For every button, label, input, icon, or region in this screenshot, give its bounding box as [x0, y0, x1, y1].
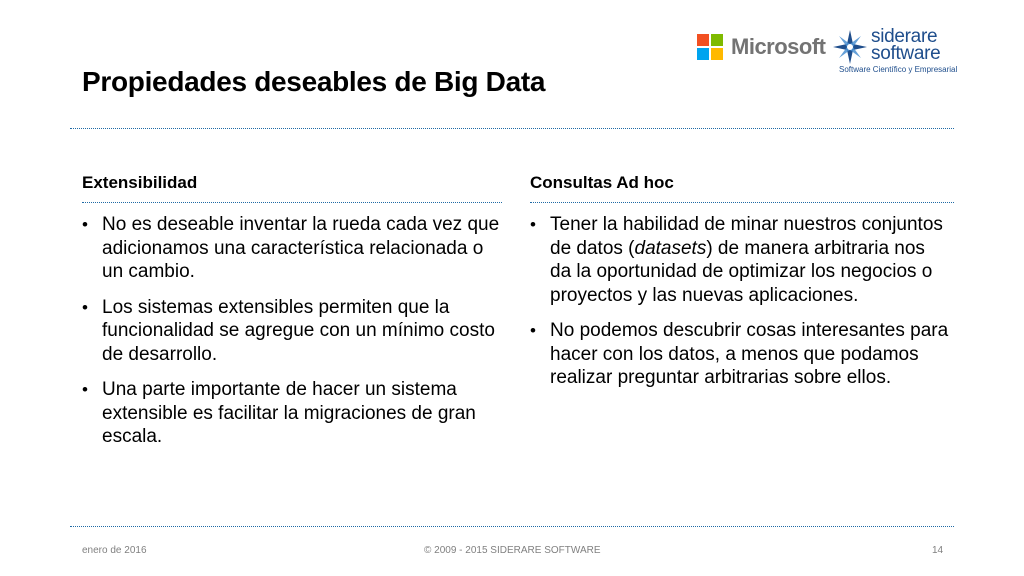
bullet-icon: • [530, 215, 536, 234]
footer-date: enero de 2016 [82, 545, 147, 556]
right-column [530, 172, 950, 402]
logo-square-yellow [711, 48, 723, 60]
page-number: 14 [932, 545, 944, 556]
bullet-text: No podemos descubrir cosas interesantes para hacer con los datos, a menos que podamos realizar preguntar arbitrarias sobre ellos. [550, 320, 949, 388]
right-column-divider [530, 202, 954, 203]
left-column-heading: Extensibilidad [82, 173, 198, 192]
bullet-text: No es deseable inventar la rueda cada vez que adicionamos una característica relacionada o un cambio. [102, 214, 500, 282]
left-bullet-list [82, 213, 502, 449]
footer-copyright: © 2009 - 2015 SIDERARE SOFTWARE [424, 545, 601, 556]
bullet-icon: • [82, 297, 88, 317]
logo-square-blue [697, 48, 709, 60]
bullet-text: Una parte importante de hacer un sistema extensible es facilitar la migraciones de gran escala. [102, 379, 476, 447]
list-item [530, 319, 950, 390]
list-item [82, 296, 502, 367]
bullet-text-before: Tener la habilidad de minar nuestros conjuntos de datos ( [550, 214, 943, 259]
list-item [530, 213, 950, 307]
bullet-text-after: ) de manera arbitraria nos da la oportunidad de optimizar los negocios o proyectos y las nuevas aplicaciones. [550, 237, 933, 306]
siderare-logo-line2: software [871, 43, 941, 64]
bullet-icon: • [82, 215, 88, 234]
bullet-text-emphasis: datasets [634, 237, 707, 259]
left-column [82, 172, 502, 461]
siderare-logo-tagline: Software Científico y Empresarial [839, 65, 958, 74]
logo-square-red [697, 34, 709, 46]
title-divider [70, 128, 954, 129]
right-bullet-list [530, 213, 950, 390]
compass-star-icon [833, 30, 867, 64]
microsoft-squares-icon [697, 34, 723, 60]
microsoft-logo [697, 33, 826, 61]
siderare-logo [833, 28, 963, 78]
bullet-text: Los sistemas extensibles permiten que la funcionalidad se agregue con un mínimo costo de desarrollo. [102, 296, 495, 365]
slide-title: Propiedades deseables de Big Data [82, 66, 546, 97]
list-item [82, 213, 502, 284]
bullet-icon: • [530, 321, 536, 340]
left-column-divider [82, 202, 502, 203]
footer-divider [70, 526, 954, 527]
microsoft-logo-text: Microsoft [731, 34, 826, 59]
bullet-text [550, 214, 943, 306]
siderare-logo-name [871, 28, 940, 62]
list-item [82, 378, 502, 449]
right-column-heading: Consultas Ad hoc [530, 173, 674, 192]
logo-square-green [711, 34, 723, 46]
siderare-logo-line1: siderare [871, 26, 938, 47]
bullet-icon: • [82, 380, 88, 399]
